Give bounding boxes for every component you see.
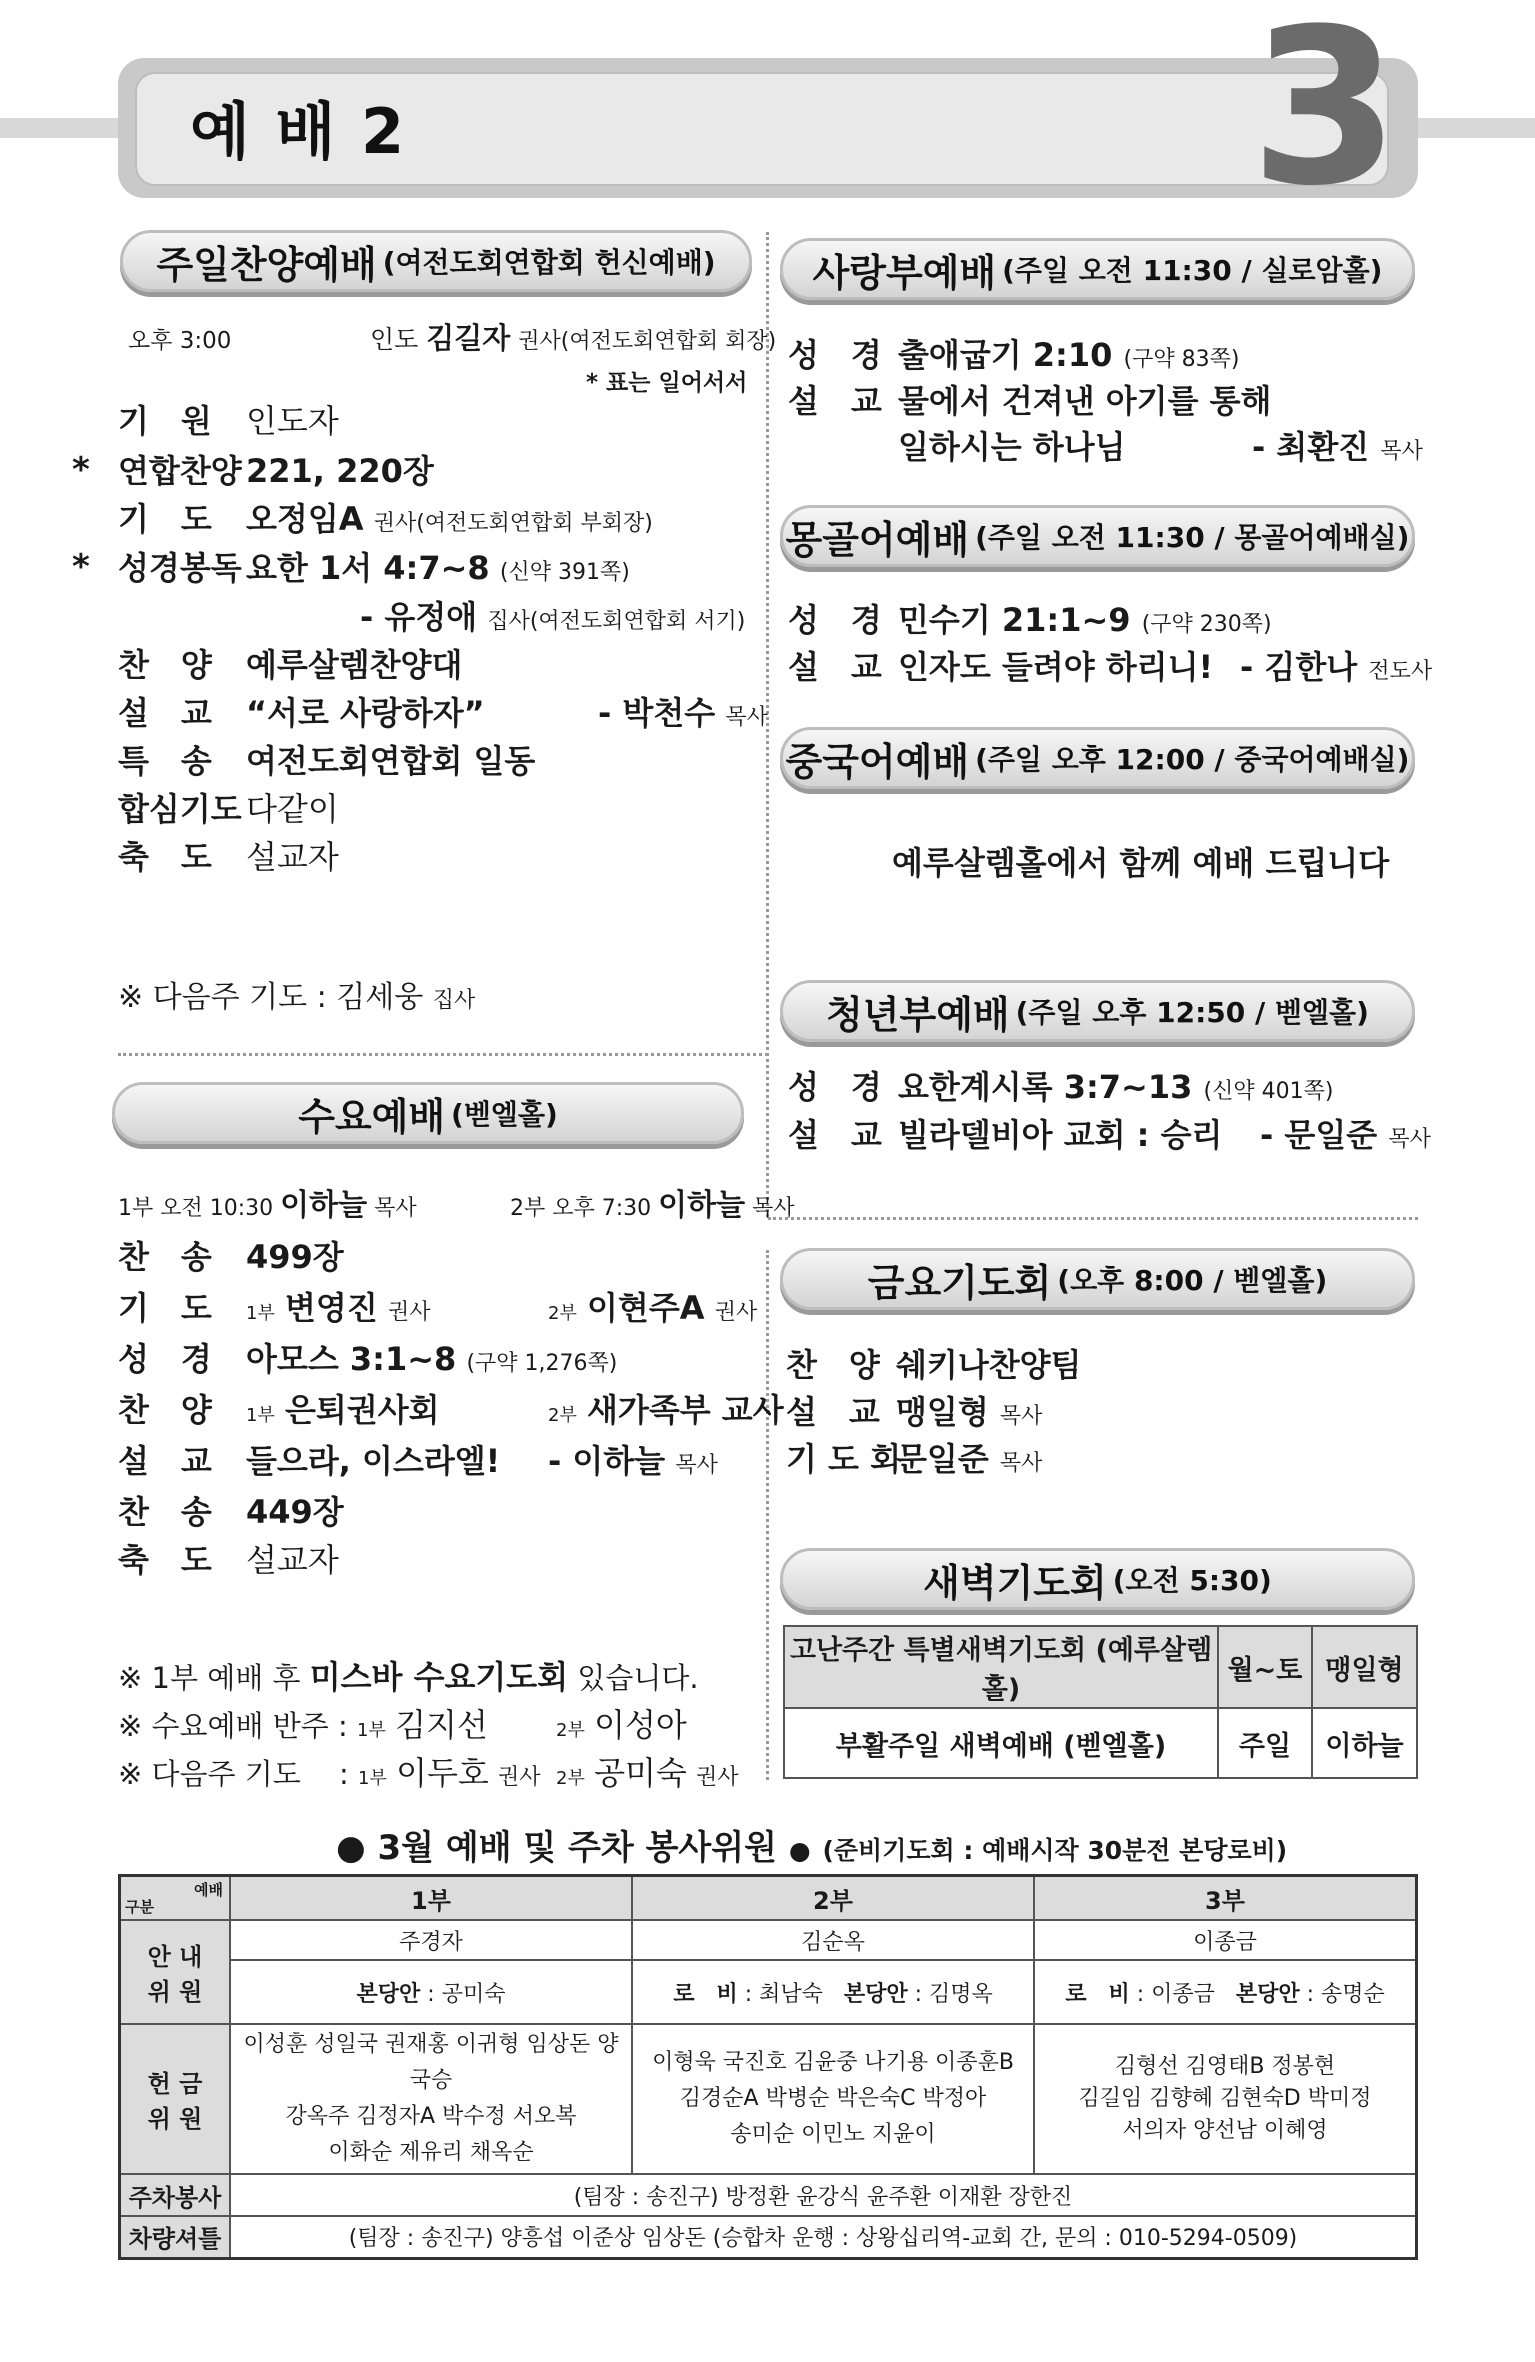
dawn-leader: 이하늘 <box>1312 1708 1417 1778</box>
friday-service-header: 금요기도회 (오후 8:00 / 벧엘홀) <box>780 1248 1415 1310</box>
wednesday-next-prayer-second: 2부 공미숙 권사 <box>556 1754 739 1792</box>
friday-praise: 찬 양 쉐키나찬양팀 <box>786 1346 1082 1384</box>
sunday-service-title: 주일찬양예배 <box>156 242 377 287</box>
mongolian-preacher: - 김한나 전도사 <box>1240 648 1433 686</box>
dawn-event: 고난주간 특별새벽기도회 (예루살렘홀) <box>784 1626 1218 1708</box>
elder-preacher: - 최환진 목사 <box>1252 428 1423 466</box>
column-header: 2부 <box>632 1876 1034 1921</box>
column-divider-lower <box>766 1250 769 1780</box>
friday-sermon: 설 교 맹일형 목사 <box>786 1393 1043 1431</box>
dawn-service-header: 새벽기도회 (오전 5:30) <box>780 1548 1415 1610</box>
table-cell: (팀장 : 송진구) 방정환 윤강식 윤주환 이재환 장한진 <box>230 2174 1417 2216</box>
page-title: 예 배 2 <box>190 95 407 168</box>
stand-note: * 표는 일어서서 <box>586 370 748 396</box>
sunday-item-unison-prayer: 합심기도 다같이 <box>118 790 339 828</box>
wednesday-preacher: - 이하늘 목사 <box>548 1442 718 1480</box>
sunday-item-scripture: 성경봉독 요한 1서 4:7~8 (신약 391쪽) <box>118 549 630 587</box>
dawn-schedule-table <box>783 1625 1418 1779</box>
youth-scripture: 성 경 요한계시록 3:7~13 (신약 401쪽) <box>788 1068 1334 1106</box>
row-category: 주차봉사 <box>120 2174 231 2216</box>
mongolian-service-header: 몽골어예배 (주일 오전 11:30 / 몽골어예배실) <box>780 505 1415 567</box>
youth-service-header: 청년부예배 (주일 오후 12:50 / 벧엘홀) <box>780 980 1415 1042</box>
elder-scripture: 성 경 출애굽기 2:10 (구약 83쪽) <box>788 336 1240 374</box>
friday-prayer-meeting: 기 도 회문일준 목사 <box>786 1440 1043 1478</box>
table-cell: 주경자 <box>230 1920 632 1960</box>
wednesday-item-hymn: 찬 송 499장 <box>118 1238 344 1276</box>
stand-star: * <box>72 547 90 587</box>
sunday-item-benediction: 축 도 설교자 <box>118 838 339 876</box>
volunteers-title: ● 3월 예배 및 주차 봉사위원 ● (준비기도회 : 예배시작 30분전 본당로비) <box>336 1828 1288 1868</box>
wednesday-service-title: 수요예배 <box>298 1094 446 1139</box>
dawn-days: 주일 <box>1218 1708 1312 1778</box>
volunteers-table <box>118 1874 1418 2260</box>
sunday-next-prayer: ※ 다음주 기도 : 김세웅 집사 <box>118 980 476 1015</box>
youth-preacher: - 문일준 목사 <box>1260 1116 1431 1154</box>
column-header: 1부 <box>230 1876 632 1921</box>
column-header: 3부 <box>1034 1876 1417 1921</box>
sunday-time: 오후 3:00 <box>128 328 232 354</box>
sunday-item-choir: 찬 양 예루살렘찬양대 <box>118 646 463 684</box>
wednesday-item-benediction: 축 도 설교자 <box>118 1541 339 1579</box>
sunday-item-special-song: 특 송 여전도회연합회 일동 <box>118 742 536 780</box>
dawn-event: 부활주일 새벽예배 (벧엘홀) <box>784 1708 1218 1778</box>
table-cell: (팀장 : 송진구) 양흥섭 이준상 임상돈 (승합차 운행 : 상왕십리역-교회 간, 문의 : 010-5294-0509) <box>230 2216 1417 2258</box>
wednesday-item-choir: 찬 양 1부 은퇴권사회 <box>118 1391 440 1429</box>
wednesday-first-service: 1부 오전 10:30 이하늘 목사 <box>118 1188 417 1223</box>
sunday-service-header <box>120 230 752 292</box>
wednesday-item-prayer: 기 도 1부 변영진 권사 <box>118 1289 431 1327</box>
elder-service-header: 사랑부예배 (주일 오전 11:30 / 실로암홀) <box>780 238 1415 300</box>
table-cell: 로 비 : 이종금 본당안 : 송명순 <box>1034 1960 1417 2024</box>
row-category: 헌 금 위 원 <box>120 2024 231 2174</box>
wednesday-item-sermon: 설 교 들으라, 이스라엘! <box>118 1442 501 1480</box>
dawn-days: 월~토 <box>1218 1626 1312 1708</box>
row-category: 안 내 위 원 <box>120 1920 231 2024</box>
table-row <box>784 1626 1417 1708</box>
wednesday-item-hymn2: 찬 송 449장 <box>118 1493 344 1531</box>
wednesday-service-header <box>112 1082 744 1144</box>
wednesday-accompanist-second: 2부 이성아 <box>556 1706 687 1744</box>
wednesday-item-scripture: 성 경 아모스 3:1~8 (구약 1,276쪽) <box>118 1340 618 1378</box>
youth-sermon: 설 교 빌라델비아 교회 : 승리 <box>788 1116 1223 1154</box>
sunday-leader: 인도 김길자 권사(여전도회연합회 회장) <box>370 321 777 355</box>
right-section-divider <box>768 1217 1418 1220</box>
sunday-service-subtitle: (여전도회연합회 헌신예배) <box>382 246 716 279</box>
wednesday-choir-second: 2부 새가족부 교사 <box>548 1391 784 1429</box>
table-row <box>120 2216 1417 2258</box>
sunday-preacher: - 박천수 목사 <box>598 694 768 732</box>
table-row <box>120 1920 1417 1960</box>
table-cell: 김순옥 <box>632 1920 1034 1960</box>
chinese-service-header: 중국어예배 (주일 오후 12:00 / 중국어예배실) <box>780 727 1415 789</box>
wednesday-prayer-second: 2부 이현주A 권사 <box>548 1289 758 1327</box>
wednesday-note-accompanist: ※ 수요예배 반주 : 1부 김지선 <box>118 1706 488 1744</box>
table-corner: 예배 구분 <box>120 1876 231 1921</box>
elder-sermon-line2: 일하시는 하나님 <box>898 428 1126 466</box>
mongolian-scripture: 성 경 민수기 21:1~9 (구약 230쪽) <box>788 601 1272 639</box>
elder-sermon: 설 교 물에서 건져낸 아기를 통해 <box>788 382 1272 420</box>
mongolian-sermon: 설 교 인자도 들려야 하리니! <box>788 648 1214 686</box>
sunday-item-sermon: 설 교 “서로 사랑하자” <box>118 694 485 732</box>
table-row <box>120 1876 1417 1921</box>
table-row <box>120 2024 1417 2174</box>
wednesday-note-next-prayer: ※ 다음주 기도 : 1부 이두호 권사 <box>118 1754 541 1792</box>
page-number: 3 <box>1250 0 1400 233</box>
chinese-notice: 예루살렘홀에서 함께 예배 드립니다 <box>892 844 1390 882</box>
table-row <box>120 2174 1417 2216</box>
sunday-item-invocation: 기 원 인도자 <box>118 402 339 440</box>
table-cell: 로 비 : 최남숙 본당안 : 김명옥 <box>632 1960 1034 2024</box>
table-row <box>120 1960 1417 2024</box>
table-row <box>784 1708 1417 1778</box>
sunday-item-joint-praise: 연합찬양 221, 220장 <box>118 452 434 490</box>
table-cell: 김형선 김영태B 정봉현 김길임 김향혜 김현숙D 박미정 서의자 양선남 이혜영 <box>1034 2024 1417 2174</box>
table-cell: 이종금 <box>1034 1920 1417 1960</box>
stand-star: * <box>72 450 90 490</box>
dawn-leader: 맹일형 <box>1312 1626 1417 1708</box>
wednesday-note-mizpah: ※ 1부 예배 후 미스바 수요기도회 있습니다. <box>118 1658 699 1696</box>
left-section-divider <box>118 1053 768 1056</box>
wednesday-second-service: 2부 오후 7:30 이하늘 목사 <box>510 1188 795 1223</box>
sunday-scripture-reader: - 유정애 집사(여전도회연합회 서기) <box>360 598 746 636</box>
table-cell: 이형욱 국진호 김윤중 나기용 이종훈B 김경순A 박병순 박은숙C 박정아 송미순 이민노 지윤이 <box>632 2024 1034 2174</box>
row-category: 차량셔틀 <box>120 2216 231 2258</box>
table-cell: 이성훈 성일국 권재홍 이귀형 임상돈 양국승 강옥주 김정자A 박수정 서오복 이화순 제유리 채옥순 <box>230 2024 632 2174</box>
wednesday-service-subtitle: (벧엘홀) <box>451 1098 558 1131</box>
sunday-item-prayer: 기 도 오정임A 권사(여전도회연합회 부회장) <box>118 500 653 538</box>
table-cell: 본당안 : 공미숙 <box>230 1960 632 2024</box>
